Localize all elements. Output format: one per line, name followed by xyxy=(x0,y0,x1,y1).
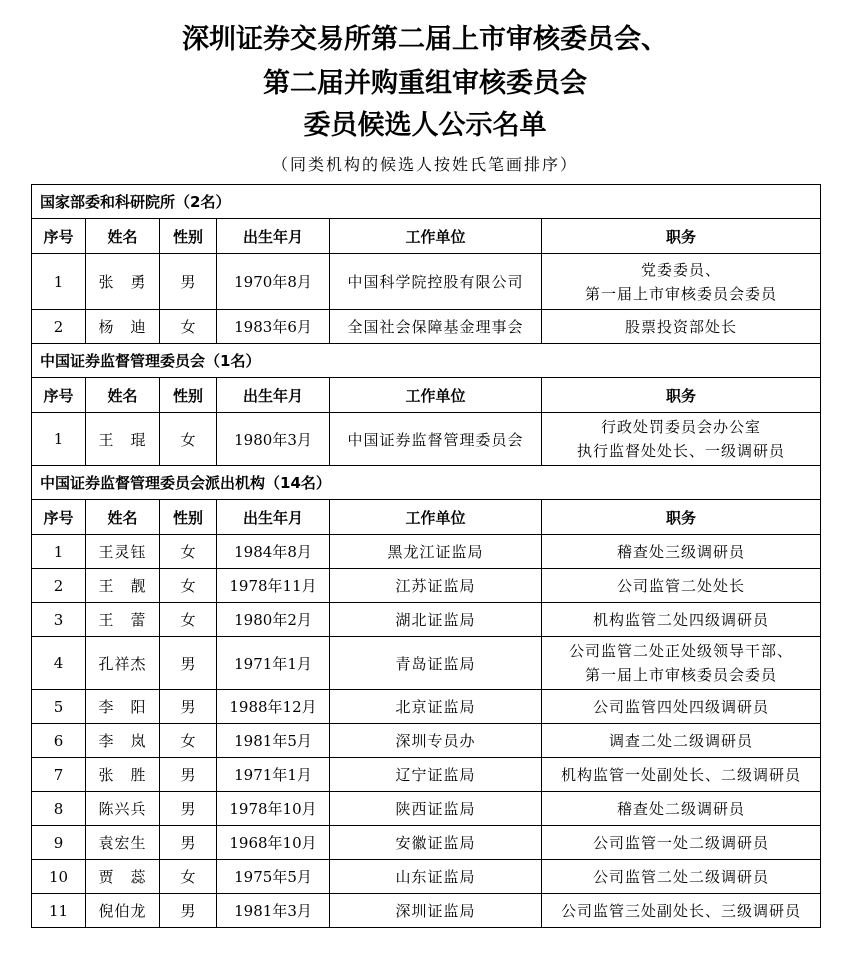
position-line: 稽查处二级调研员 xyxy=(617,799,746,818)
table-row xyxy=(32,724,821,758)
cell-name: 陈兴兵 xyxy=(86,792,160,826)
cell-name: 倪伯龙 xyxy=(86,894,160,928)
position-line: 机构监管二处四级调研员 xyxy=(593,610,770,629)
header-unit: 工作单位 xyxy=(330,219,542,254)
cell-no: 2 xyxy=(32,310,86,344)
header-name: 姓名 xyxy=(86,219,160,254)
header-gender: 性别 xyxy=(160,500,217,535)
cell-gender: 女 xyxy=(160,413,217,466)
column-header-row xyxy=(32,378,821,413)
section-row xyxy=(32,185,821,219)
header-unit: 工作单位 xyxy=(330,378,542,413)
position-line: 机构监管一处副处长、二级调研员 xyxy=(561,765,802,784)
table-row xyxy=(32,792,821,826)
cell-gender: 男 xyxy=(160,690,217,724)
cell-position xyxy=(542,535,821,569)
cell-unit: 青岛证监局 xyxy=(330,637,542,690)
position-line: 公司监管二处正处级领导干部、 xyxy=(569,642,794,660)
cell-no: 6 xyxy=(32,724,86,758)
cell-name: 杨 迪 xyxy=(86,310,160,344)
cell-birth: 1984年8月 xyxy=(217,535,330,569)
table-row xyxy=(32,535,821,569)
cell-name: 王 蕾 xyxy=(86,603,160,637)
position-line: 公司监管二处处长 xyxy=(617,576,746,595)
cell-no: 7 xyxy=(32,758,86,792)
header-birth: 出生年月 xyxy=(217,219,330,254)
cell-position xyxy=(542,826,821,860)
cell-unit: 深圳专员办 xyxy=(330,724,542,758)
cell-position xyxy=(542,603,821,637)
cell-position xyxy=(542,413,821,466)
cell-position xyxy=(542,724,821,758)
cell-birth: 1975年5月 xyxy=(217,860,330,894)
document-title-line-2: 第二届并购重组审核委员会 xyxy=(263,68,587,99)
header-no: 序号 xyxy=(32,219,86,254)
cell-gender: 女 xyxy=(160,569,217,603)
cell-no: 2 xyxy=(32,569,86,603)
position-line: 稽查处三级调研员 xyxy=(617,542,746,561)
cell-gender: 男 xyxy=(160,792,217,826)
cell-name: 王 琨 xyxy=(86,413,160,466)
cell-name: 贾 蕊 xyxy=(86,860,160,894)
header-position: 职务 xyxy=(542,219,821,254)
cell-name: 王灵钰 xyxy=(86,535,160,569)
cell-gender: 女 xyxy=(160,603,217,637)
cell-no: 9 xyxy=(32,826,86,860)
cell-position xyxy=(542,254,821,310)
cell-name: 李 阳 xyxy=(86,690,160,724)
cell-no: 8 xyxy=(32,792,86,826)
cell-name: 张 勇 xyxy=(86,254,160,310)
sort-note: （同类机构的候选人按姓氏笔画排序） xyxy=(271,155,578,174)
cell-position xyxy=(542,894,821,928)
cell-birth: 1980年3月 xyxy=(217,413,330,466)
cell-position xyxy=(542,758,821,792)
cell-birth: 1978年11月 xyxy=(217,569,330,603)
header-position: 职务 xyxy=(542,500,821,535)
cell-birth: 1980年2月 xyxy=(217,603,330,637)
position-line: 公司监管一处二级调研员 xyxy=(593,833,770,852)
table-row xyxy=(32,690,821,724)
cell-unit: 安徽证监局 xyxy=(330,826,542,860)
position-line: 公司监管三处副处长、三级调研员 xyxy=(561,901,802,920)
column-header-row xyxy=(32,500,821,535)
cell-no: 4 xyxy=(32,637,86,690)
section-row xyxy=(32,344,821,378)
header-name: 姓名 xyxy=(86,500,160,535)
position-line: 党委委员、 xyxy=(641,260,722,279)
cell-unit: 中国证券监督管理委员会 xyxy=(330,413,542,466)
cell-position xyxy=(542,310,821,344)
table-row xyxy=(32,826,821,860)
cell-no: 11 xyxy=(32,894,86,928)
cell-name: 袁宏生 xyxy=(86,826,160,860)
position-line: 行政处罚委员会办公室 xyxy=(601,418,762,436)
cell-position xyxy=(542,792,821,826)
cell-birth: 1971年1月 xyxy=(217,637,330,690)
cell-unit: 辽宁证监局 xyxy=(330,758,542,792)
cell-birth: 1978年10月 xyxy=(217,792,330,826)
cell-gender: 女 xyxy=(160,860,217,894)
position-line: 第一届上市审核委员会委员 xyxy=(585,284,778,303)
document-title-line-1: 深圳证券交易所第二届上市审核委员会、 xyxy=(182,24,668,55)
cell-no: 10 xyxy=(32,860,86,894)
header-birth: 出生年月 xyxy=(217,500,330,535)
header-birth: 出生年月 xyxy=(217,378,330,413)
cell-unit: 山东证监局 xyxy=(330,860,542,894)
table-row xyxy=(32,569,821,603)
section-title: 中国证券监督管理委员会派出机构（14名） xyxy=(32,466,821,500)
position-line: 股票投资部处长 xyxy=(625,317,738,336)
cell-position xyxy=(542,690,821,724)
cell-birth: 1988年12月 xyxy=(217,690,330,724)
table-row xyxy=(32,603,821,637)
table-row xyxy=(32,413,821,466)
header-no: 序号 xyxy=(32,378,86,413)
candidate-table xyxy=(31,184,821,928)
cell-no: 1 xyxy=(32,535,86,569)
position-line: 执行监督处处长、一级调研员 xyxy=(577,442,786,460)
candidate-table-body xyxy=(32,185,821,928)
section-title: 中国证券监督管理委员会（1名） xyxy=(32,344,821,378)
cell-gender: 男 xyxy=(160,254,217,310)
table-row xyxy=(32,758,821,792)
cell-no: 1 xyxy=(32,254,86,310)
cell-birth: 1983年6月 xyxy=(217,310,330,344)
cell-position xyxy=(542,569,821,603)
table-row xyxy=(32,860,821,894)
position-line: 调查二处二级调研员 xyxy=(609,731,754,750)
cell-unit: 北京证监局 xyxy=(330,690,542,724)
table-row xyxy=(32,894,821,928)
cell-no: 3 xyxy=(32,603,86,637)
cell-gender: 男 xyxy=(160,826,217,860)
cell-name: 李 岚 xyxy=(86,724,160,758)
cell-gender: 女 xyxy=(160,535,217,569)
cell-unit: 陕西证监局 xyxy=(330,792,542,826)
position-line: 公司监管二处二级调研员 xyxy=(593,867,770,886)
cell-birth: 1971年1月 xyxy=(217,758,330,792)
cell-gender: 男 xyxy=(160,758,217,792)
position-line: 公司监管四处四级调研员 xyxy=(593,697,770,716)
position-line: 第一届上市审核委员会委员 xyxy=(585,666,778,684)
cell-no: 5 xyxy=(32,690,86,724)
cell-name: 孔祥杰 xyxy=(86,637,160,690)
section-title: 国家部委和科研院所（2名） xyxy=(32,185,821,219)
header-gender: 性别 xyxy=(160,219,217,254)
header-no: 序号 xyxy=(32,500,86,535)
cell-birth: 1981年5月 xyxy=(217,724,330,758)
cell-unit: 江苏证监局 xyxy=(330,569,542,603)
cell-no: 1 xyxy=(32,413,86,466)
cell-unit: 全国社会保障基金理事会 xyxy=(330,310,542,344)
header-unit: 工作单位 xyxy=(330,500,542,535)
cell-gender: 女 xyxy=(160,724,217,758)
header-gender: 性别 xyxy=(160,378,217,413)
cell-gender: 男 xyxy=(160,894,217,928)
cell-position xyxy=(542,637,821,690)
cell-unit: 湖北证监局 xyxy=(330,603,542,637)
column-header-row xyxy=(32,219,821,254)
cell-birth: 1981年3月 xyxy=(217,894,330,928)
table-row xyxy=(32,254,821,310)
table-row xyxy=(32,310,821,344)
header-position: 职务 xyxy=(542,378,821,413)
cell-unit: 黑龙江证监局 xyxy=(330,535,542,569)
table-row xyxy=(32,637,821,690)
cell-gender: 女 xyxy=(160,310,217,344)
cell-birth: 1970年8月 xyxy=(217,254,330,310)
cell-unit: 中国科学院控股有限公司 xyxy=(330,254,542,310)
cell-birth: 1968年10月 xyxy=(217,826,330,860)
section-row xyxy=(32,466,821,500)
cell-unit: 深圳证监局 xyxy=(330,894,542,928)
cell-name: 王 靓 xyxy=(86,569,160,603)
cell-position xyxy=(542,860,821,894)
cell-name: 张 胜 xyxy=(86,758,160,792)
header-name: 姓名 xyxy=(86,378,160,413)
cell-gender: 男 xyxy=(160,637,217,690)
document-title-line-3: 委员候选人公示名单 xyxy=(303,110,547,141)
